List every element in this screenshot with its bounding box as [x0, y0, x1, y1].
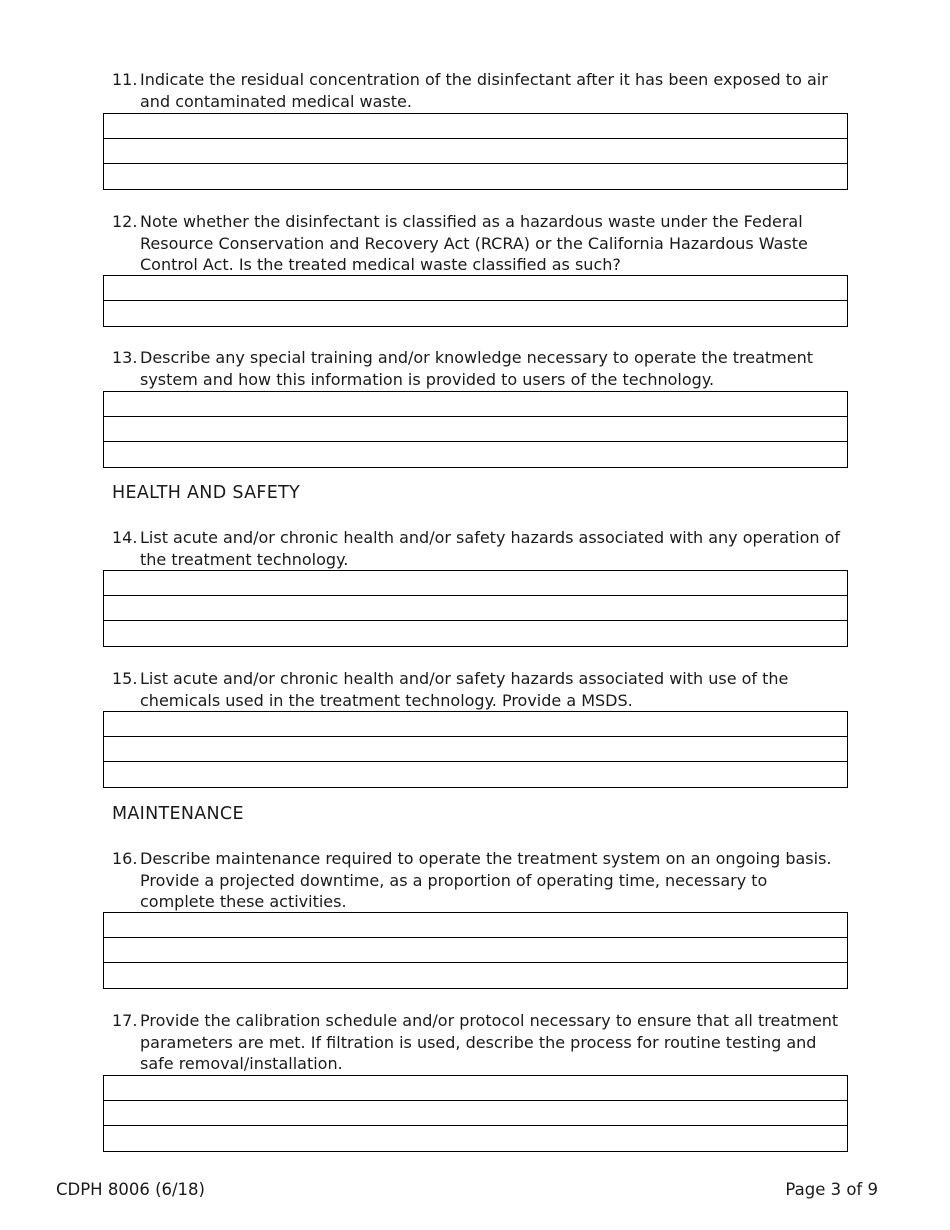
- page-number: Page 3 of 9: [785, 1180, 878, 1199]
- question-number: 11.: [112, 70, 138, 89]
- section-heading-maintenance: MAINTENANCE: [112, 804, 244, 824]
- question-14: [112, 527, 842, 570]
- answer-box-17: [103, 1075, 848, 1152]
- question-17: [112, 1010, 842, 1075]
- question-text: Describe maintenance required to operate the treatment system on an ongoing basis. Provide a projected downtime, as a proportion of operating time, necessary to complete these activities.: [140, 849, 832, 911]
- answer-line[interactable]: [104, 913, 847, 938]
- answer-box-15: [103, 711, 848, 788]
- question-text: List acute and/or chronic health and/or safety hazards associated with any operation of the treatment technology.: [140, 528, 841, 569]
- question-text: List acute and/or chronic health and/or safety hazards associated with use of the chemicals used in the treatment technology. Provide a MSDS.: [140, 669, 789, 710]
- answer-line[interactable]: [104, 417, 847, 442]
- answer-line[interactable]: [104, 737, 847, 762]
- question-number: 16.: [112, 849, 138, 868]
- answer-line[interactable]: [104, 164, 847, 189]
- question-12: [112, 211, 842, 276]
- question-number: 12.: [112, 212, 138, 231]
- question-15: [112, 668, 842, 711]
- answer-box-13: [103, 391, 848, 468]
- answer-line[interactable]: [104, 442, 847, 467]
- answer-line[interactable]: [104, 1076, 847, 1101]
- answer-line[interactable]: [104, 712, 847, 737]
- answer-line[interactable]: [104, 114, 847, 139]
- answer-line[interactable]: [104, 762, 847, 787]
- question-11: [112, 69, 842, 112]
- answer-line[interactable]: [104, 139, 847, 164]
- answer-box-11: [103, 113, 848, 190]
- question-number: 15.: [112, 669, 138, 688]
- answer-line[interactable]: [104, 1126, 847, 1151]
- answer-box-14: [103, 570, 848, 647]
- answer-box-16: [103, 912, 848, 989]
- question-13: [112, 347, 842, 390]
- question-text: Indicate the residual concentration of the disinfectant after it has been exposed to air and contaminated medical waste.: [140, 70, 828, 111]
- form-id: CDPH 8006 (6/18): [56, 1180, 205, 1199]
- question-number: 14.: [112, 528, 138, 547]
- question-text: Provide the calibration schedule and/or protocol necessary to ensure that all treatment parameters are met. If filtration is used, describe the process for routine testing and safe removal/installation.: [140, 1011, 839, 1073]
- question-text: Describe any special training and/or knowledge necessary to operate the treatment system and how this information is provided to users of the technology.: [140, 348, 814, 389]
- answer-line[interactable]: [104, 276, 847, 301]
- question-16: [112, 848, 842, 913]
- answer-line[interactable]: [104, 938, 847, 963]
- answer-line[interactable]: [104, 596, 847, 621]
- section-heading-health-safety: HEALTH AND SAFETY: [112, 483, 301, 503]
- answer-line[interactable]: [104, 963, 847, 988]
- answer-line[interactable]: [104, 571, 847, 596]
- question-number: 17.: [112, 1011, 138, 1030]
- answer-line[interactable]: [104, 621, 847, 646]
- answer-line[interactable]: [104, 301, 847, 326]
- question-number: 13.: [112, 348, 138, 367]
- answer-line[interactable]: [104, 392, 847, 417]
- question-text: Note whether the disinfectant is classified as a hazardous waste under the Federal Resource Conservation and Recovery Act (RCRA) or the California Hazardous Waste Control Act. Is the treated medical waste classified as such?: [140, 212, 808, 274]
- answer-line[interactable]: [104, 1101, 847, 1126]
- answer-box-12: [103, 275, 848, 327]
